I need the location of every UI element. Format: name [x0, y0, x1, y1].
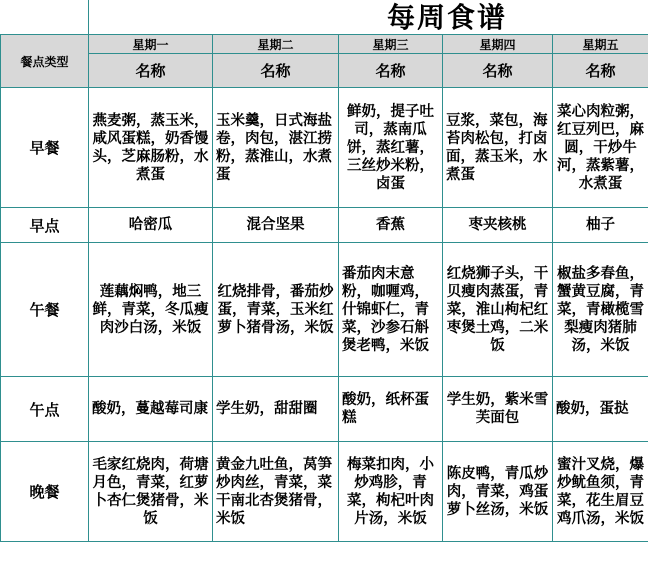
name-header: 名称: [89, 54, 213, 88]
weekly-menu-table: [0, 34, 648, 542]
table-row-breakfast: [1, 88, 648, 208]
menu-cell: 混合坚果: [213, 208, 339, 243]
table-row-afternoon-snack: [1, 377, 648, 442]
menu-cell: 梅菜扣肉，小炒鸡胗，青菜，枸杞叶肉片汤，米饭: [339, 442, 443, 542]
day-header-row: [1, 35, 648, 54]
name-header-row: [1, 54, 648, 88]
menu-cell: 哈密瓜: [89, 208, 213, 243]
meal-label: 早餐: [1, 88, 89, 208]
menu-cell: 椒盐多春鱼，蟹黄豆腐，青菜，青橄榄雪梨瘦肉猪肺汤，米饭: [553, 243, 648, 377]
page-title: 每周食谱: [387, 1, 508, 34]
day-header: 星期一: [89, 35, 213, 54]
menu-cell: 菜心肉粒粥，红豆列巴，麻圆，干炒牛河，蒸紫薯，水煮蛋: [553, 88, 648, 208]
day-header: 星期二: [213, 35, 339, 54]
menu-cell: 酸奶，蔓越莓司康: [89, 377, 213, 442]
day-header: 星期四: [443, 35, 553, 54]
meal-label: 早点: [1, 208, 89, 243]
name-header: 名称: [553, 54, 648, 88]
meal-label: 午点: [1, 377, 89, 442]
day-header: 星期五: [553, 35, 648, 54]
menu-cell: 番茄肉末意粉，咖喱鸡，什锦虾仁，青菜，沙参石斛煲老鸭，米饭: [339, 243, 443, 377]
menu-cell: 红烧排骨，番茄炒蛋，青菜，玉米红萝卜猪骨汤，米饭: [213, 243, 339, 377]
menu-cell: 枣夹核桃: [443, 208, 553, 243]
menu-cell: 毛家红烧肉，荷塘月色，青菜，红萝卜杏仁煲猪骨，米饭: [89, 442, 213, 542]
menu-cell: 学生奶，甜甜圈: [213, 377, 339, 442]
menu-cell: 豆浆，菜包，海苔肉松包，打卤面，蒸玉米，水煮蛋: [443, 88, 553, 208]
menu-cell: 酸奶，纸杯蛋糕: [339, 377, 443, 442]
menu-cell: 蜜汁叉烧，爆炒鱿鱼须，青菜，花生眉豆鸡爪汤，米饭: [553, 442, 648, 542]
day-header: 星期三: [339, 35, 443, 54]
name-header: 名称: [213, 54, 339, 88]
menu-cell: 酸奶，蛋挞: [553, 377, 648, 442]
menu-cell: 鲜奶，提子吐司，蒸南瓜饼，蒸红薯，三丝炒米粉，卤蛋: [339, 88, 443, 208]
table-row-morning-snack: [1, 208, 648, 243]
title-row: [88, 0, 648, 34]
meal-type-header: 餐点类型: [1, 35, 89, 88]
menu-cell: 陈皮鸭，青瓜炒肉，青菜，鸡蛋萝卜丝汤，米饭: [443, 442, 553, 542]
menu-cell: 燕麦粥，蒸玉米，咸风蛋糕，奶香馒头，芝麻肠粉，水煮蛋: [89, 88, 213, 208]
menu-cell: 红烧狮子头，干贝瘦肉蒸蛋，青菜，淮山枸杞红枣煲土鸡，二米饭: [443, 243, 553, 377]
name-header: 名称: [339, 54, 443, 88]
menu-cell: 柚子: [553, 208, 648, 243]
table-row-lunch: [1, 243, 648, 377]
meal-label: 晚餐: [1, 442, 89, 542]
table-row-dinner: [1, 442, 648, 542]
menu-cell: 学生奶，紫米雪芙面包: [443, 377, 553, 442]
meal-label: 午餐: [1, 243, 89, 377]
menu-cell: 莲藕焖鸭，地三鲜，青菜，冬瓜瘦肉沙白汤，米饭: [89, 243, 213, 377]
menu-cell: 香蕉: [339, 208, 443, 243]
menu-cell: 玉米羹，日式海盐卷，肉包，湛江捞粉，蒸淮山，水煮蛋: [213, 88, 339, 208]
menu-cell: 黄金九吐鱼，莴笋炒肉丝，青菜，菜干南北杏煲猪骨，米饭: [213, 442, 339, 542]
name-header: 名称: [443, 54, 553, 88]
